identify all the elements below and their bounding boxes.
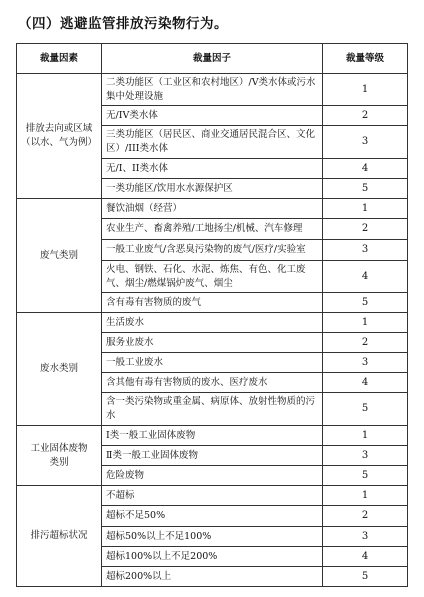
level-cell: 2 bbox=[323, 333, 408, 353]
factor-cell: 超标50%以上不足100% bbox=[102, 527, 323, 547]
factor-cell: 超标100%以上不足200% bbox=[102, 547, 323, 567]
factor-cell: 农业生产、畜禽养殖/工地扬尘/机械、汽车修理 bbox=[102, 219, 323, 240]
factor-cell: 含有毒有害物质的废气 bbox=[102, 293, 323, 313]
factor-cell: 一般工业废气/含恶臭污染物的废气/医疗/实验室 bbox=[102, 240, 323, 261]
table-header-row bbox=[17, 44, 408, 74]
level-cell: 3 bbox=[323, 240, 408, 261]
factor-cell: 一般工业废水 bbox=[102, 353, 323, 373]
factor-cell: 无/IV类水体 bbox=[102, 106, 323, 126]
table-row bbox=[17, 199, 408, 219]
level-cell: 4 bbox=[323, 159, 408, 179]
header-level: 裁量等级 bbox=[323, 44, 408, 74]
table-body bbox=[17, 74, 408, 587]
factor-cell: 不超标 bbox=[102, 486, 323, 506]
level-cell: 3 bbox=[323, 446, 408, 466]
factor-cell: 一类功能区/饮用水水源保护区 bbox=[102, 179, 323, 199]
factor-cell: Ⅰ类一般工业固体废物 bbox=[102, 426, 323, 446]
factor-cell: 火电、钢铁、石化、水泥、炼焦、有色、化工废气、烟尘/燃煤锅炉废气、烟尘 bbox=[102, 261, 323, 293]
table-row bbox=[17, 74, 408, 106]
header-factor: 裁量因子 bbox=[102, 44, 323, 74]
level-cell: 1 bbox=[323, 426, 408, 446]
level-cell: 4 bbox=[323, 373, 408, 393]
factor-cell: 含其他有毒有害物质的废水、医疗废水 bbox=[102, 373, 323, 393]
level-cell: 3 bbox=[323, 126, 408, 159]
factor-cell: 服务业废水 bbox=[102, 333, 323, 353]
level-cell: 5 bbox=[323, 393, 408, 426]
header-factor-category: 裁量因素 bbox=[17, 44, 102, 74]
factor-cell: 无/I、II类水体 bbox=[102, 159, 323, 179]
section-heading: （四）逃避监管排放污染物行为。 bbox=[18, 16, 228, 32]
factor-cell: Ⅱ类一般工业固体废物 bbox=[102, 446, 323, 466]
level-cell: 5 bbox=[323, 179, 408, 199]
factor-cell: 餐饮油烟（经营） bbox=[102, 199, 323, 219]
category-cell: 排污超标状况 bbox=[17, 486, 102, 587]
discretion-table bbox=[16, 43, 408, 587]
factor-cell: 生活废水 bbox=[102, 313, 323, 333]
level-cell: 5 bbox=[323, 466, 408, 486]
factor-cell: 三类功能区（居民区、商业交通居民混合区、文化区）/III类水体 bbox=[102, 126, 323, 159]
table-row bbox=[17, 426, 408, 446]
level-cell: 3 bbox=[323, 353, 408, 373]
level-cell: 1 bbox=[323, 74, 408, 106]
factor-cell: 危险废物 bbox=[102, 466, 323, 486]
category-cell: 废气类别 bbox=[17, 199, 102, 313]
category-cell: 废水类别 bbox=[17, 313, 102, 426]
factor-cell: 超标不足50% bbox=[102, 506, 323, 527]
level-cell: 2 bbox=[323, 219, 408, 240]
factor-cell: 含一类污染物或重金属、病原体、放射性物质的污水 bbox=[102, 393, 323, 426]
level-cell: 1 bbox=[323, 486, 408, 506]
level-cell: 5 bbox=[323, 567, 408, 587]
level-cell: 5 bbox=[323, 293, 408, 313]
level-cell: 2 bbox=[323, 506, 408, 527]
level-cell: 3 bbox=[323, 527, 408, 547]
level-cell: 1 bbox=[323, 199, 408, 219]
level-cell: 1 bbox=[323, 313, 408, 333]
category-cell: 排放去向或区域 （以水、气为例） bbox=[17, 74, 102, 199]
factor-cell: 超标200%以上 bbox=[102, 567, 323, 587]
level-cell: 2 bbox=[323, 106, 408, 126]
level-cell: 4 bbox=[323, 547, 408, 567]
category-cell: 工业固体废物 类别 bbox=[17, 426, 102, 486]
factor-cell: 二类功能区（工业区和农村地区）/V类水体或污水集中处理设施 bbox=[102, 74, 323, 106]
level-cell: 4 bbox=[323, 261, 408, 293]
table-row bbox=[17, 313, 408, 333]
table-row bbox=[17, 486, 408, 506]
